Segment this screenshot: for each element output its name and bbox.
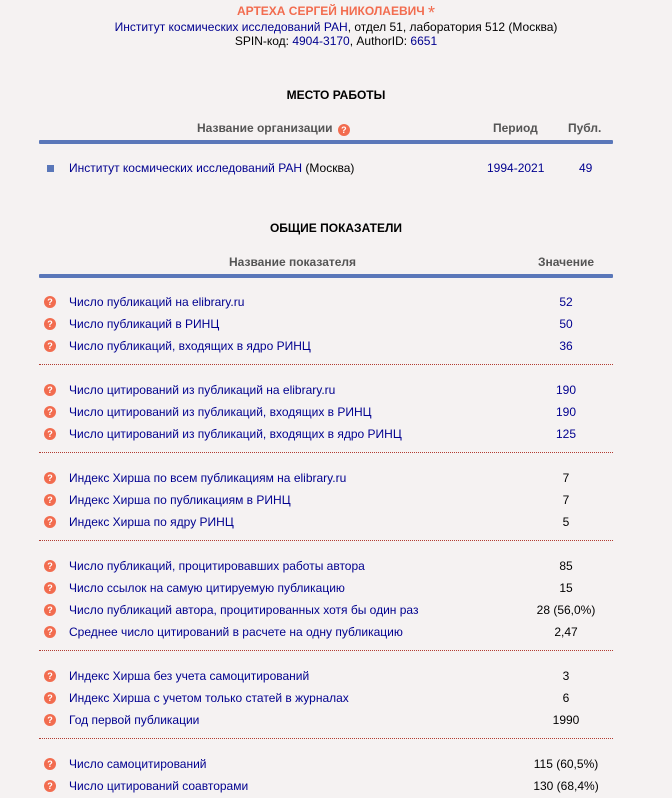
workplace-section [0,48,672,158]
question-icon[interactable]: ? [44,296,56,308]
indicator-label[interactable]: Индекс Хирша по ядру РИНЦ [69,515,234,529]
spin-link[interactable]: 4904-3170 [292,34,350,48]
indicator-value[interactable]: 190 [555,405,577,419]
affiliation-details: , отдел 51, лаборатория 512 (Москва) [347,20,558,34]
workplace-table [0,158,672,218]
question-icon[interactable]: ? [44,384,56,396]
indicator-value: 1990 [552,713,580,727]
indicator-label[interactable]: Число публикаций автора, процитированных хотя бы один раз [69,603,419,617]
indicator-label[interactable]: Индекс Хирша с учетом только статей в журналах [69,691,349,705]
question-icon[interactable]: ? [44,692,56,704]
table-header-divider [39,140,613,144]
question-icon[interactable]: ? [44,428,56,440]
indicator-value: 6 [562,691,570,705]
indicator-value[interactable]: 190 [555,383,577,397]
indicator-label[interactable]: Число цитирований из публикаций, входящих в ядро РИНЦ [69,427,402,441]
question-icon[interactable]: ? [44,758,56,770]
workplace-title: МЕСТО РАБОТЫ [286,88,386,102]
question-icon[interactable]: ? [44,318,56,330]
bullet-icon [47,165,54,172]
question-icon[interactable]: ? [338,124,350,136]
author-id-label: , AuthorID: [349,34,411,48]
question-icon[interactable]: ? [44,582,56,594]
indicator-label[interactable]: Среднее число цитирований в расчете на одну публикацию [69,625,403,639]
group-divider [39,738,613,739]
indicator-value: 7 [562,493,570,507]
indicator-name-column-header: Название показателя [229,255,357,269]
indicator-label[interactable]: Число публикаций, процитировавших работы автора [69,559,365,573]
indicator-value: 2,47 [554,625,578,639]
indicator-label[interactable]: Индекс Хирша по публикациям в РИНЦ [69,493,291,507]
indicator-label[interactable]: Год первой публикации [69,713,200,727]
indicator-value: 85 [559,559,573,573]
indicators-table [0,278,672,798]
question-icon[interactable]: ? [44,626,56,638]
question-icon[interactable]: ? [44,714,56,726]
pub-count-link[interactable]: 49 [579,161,593,175]
table-row [69,161,354,175]
question-icon[interactable]: ? [44,472,56,484]
indicator-label[interactable]: Число публикаций, входящих в ядро РИНЦ [69,339,311,353]
indicator-label[interactable]: Число публикаций на elibrary.ru [69,295,245,309]
indicator-value[interactable]: 52 [559,295,573,309]
indicator-value-column-header: Значение [538,255,595,269]
pub-column-header: Публ. [568,121,602,135]
indicator-value: 15 [559,581,573,595]
indicator-label[interactable]: Число цитирований соавторами [69,779,249,793]
institute-link[interactable]: Институт космических исследований РАН [114,20,348,34]
question-icon[interactable]: ? [44,670,56,682]
indicator-value: 130 (68,4%) [533,779,599,793]
spin-label: SPIN-код: [234,34,293,48]
indicator-value[interactable]: 50 [559,317,573,331]
question-icon[interactable]: ? [44,516,56,528]
org-city: (Москва) [302,161,355,175]
question-icon[interactable]: ? [44,780,56,792]
indicator-value: 115 (60,5%) [533,757,599,771]
indicator-label[interactable]: Индекс Хирша без учета самоцитирований [69,669,310,683]
author-ids [0,34,672,48]
question-icon[interactable]: ? [44,494,56,506]
org-column-label: Название организации [197,121,333,135]
question-icon[interactable]: ? [44,340,56,352]
author-id-link[interactable]: 6651 [410,34,438,48]
indicator-label[interactable]: Индекс Хирша по всем публикациям на elibrary.ru [69,471,347,485]
author-header [0,0,672,48]
indicators-header-block [0,218,672,278]
group-divider [39,540,613,541]
indicators-title: ОБЩИЕ ПОКАЗАТЕЛИ [269,221,403,235]
org-column-header [197,121,348,135]
indicator-label[interactable]: Число ссылок на самую цитируемую публикацию [69,581,345,595]
indicator-label[interactable]: Число цитирований из публикаций на elibrary.ru [69,383,336,397]
indicator-label[interactable]: Число публикаций в РИНЦ [69,317,220,331]
indicator-value: 5 [562,515,570,529]
indicator-value[interactable]: 125 [555,427,577,441]
period-link[interactable]: 1994-2021 [487,161,545,175]
period-column-header: Период [493,121,538,135]
indicator-value: 3 [562,669,570,683]
author-name-line [0,3,672,23]
group-divider [39,650,613,651]
group-divider [39,452,613,453]
indicator-value: 28 (56,0%) [536,603,596,617]
indicator-label[interactable]: Число самоцитирований [69,757,207,771]
author-affiliation [0,20,672,34]
indicator-label[interactable]: Число цитирований из публикаций, входящих в РИНЦ [69,405,372,419]
question-icon[interactable]: ? [44,406,56,418]
group-divider [39,364,613,365]
star-icon: * [428,3,436,23]
indicator-value[interactable]: 36 [559,339,573,353]
question-icon[interactable]: ? [44,560,56,572]
org-link[interactable]: Институт космических исследований РАН [69,161,303,175]
author-name: АРТЕХА СЕРГЕЙ НИКОЛАЕВИЧ [236,4,425,18]
question-icon[interactable]: ? [44,604,56,616]
indicator-value: 7 [562,471,570,485]
